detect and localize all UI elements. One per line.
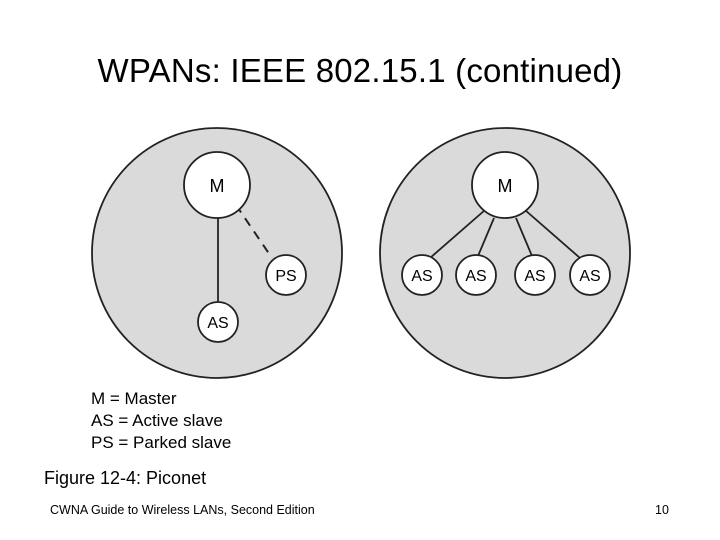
left-piconet [92,128,342,378]
slide-title: WPANs: IEEE 802.15.1 (continued) [97,52,623,89]
legend [91,388,231,454]
right-active-slave-label-4: AS [579,268,601,285]
figure-caption: Figure 12-4: Piconet [44,468,207,488]
left-master-label: M [209,176,225,196]
left-active-slave-label: AS [207,315,229,332]
footer-text: CWNA Guide to Wireless LANs, Second Edition [50,503,315,517]
legend-item-parked-slave: PS = Parked slave [91,433,232,452]
parked-slave-label: PS [275,268,297,285]
right-active-slave-label-2: AS [465,268,487,285]
right-active-slave-label-1: AS [411,268,433,285]
right-piconet [380,128,630,378]
right-master-label: M [497,176,513,196]
right-active-slave-label-3: AS [524,268,546,285]
legend-item-master: M = Master [91,389,177,408]
page-number: 10 [655,503,669,517]
legend-item-active-slave: AS = Active slave [91,411,223,430]
